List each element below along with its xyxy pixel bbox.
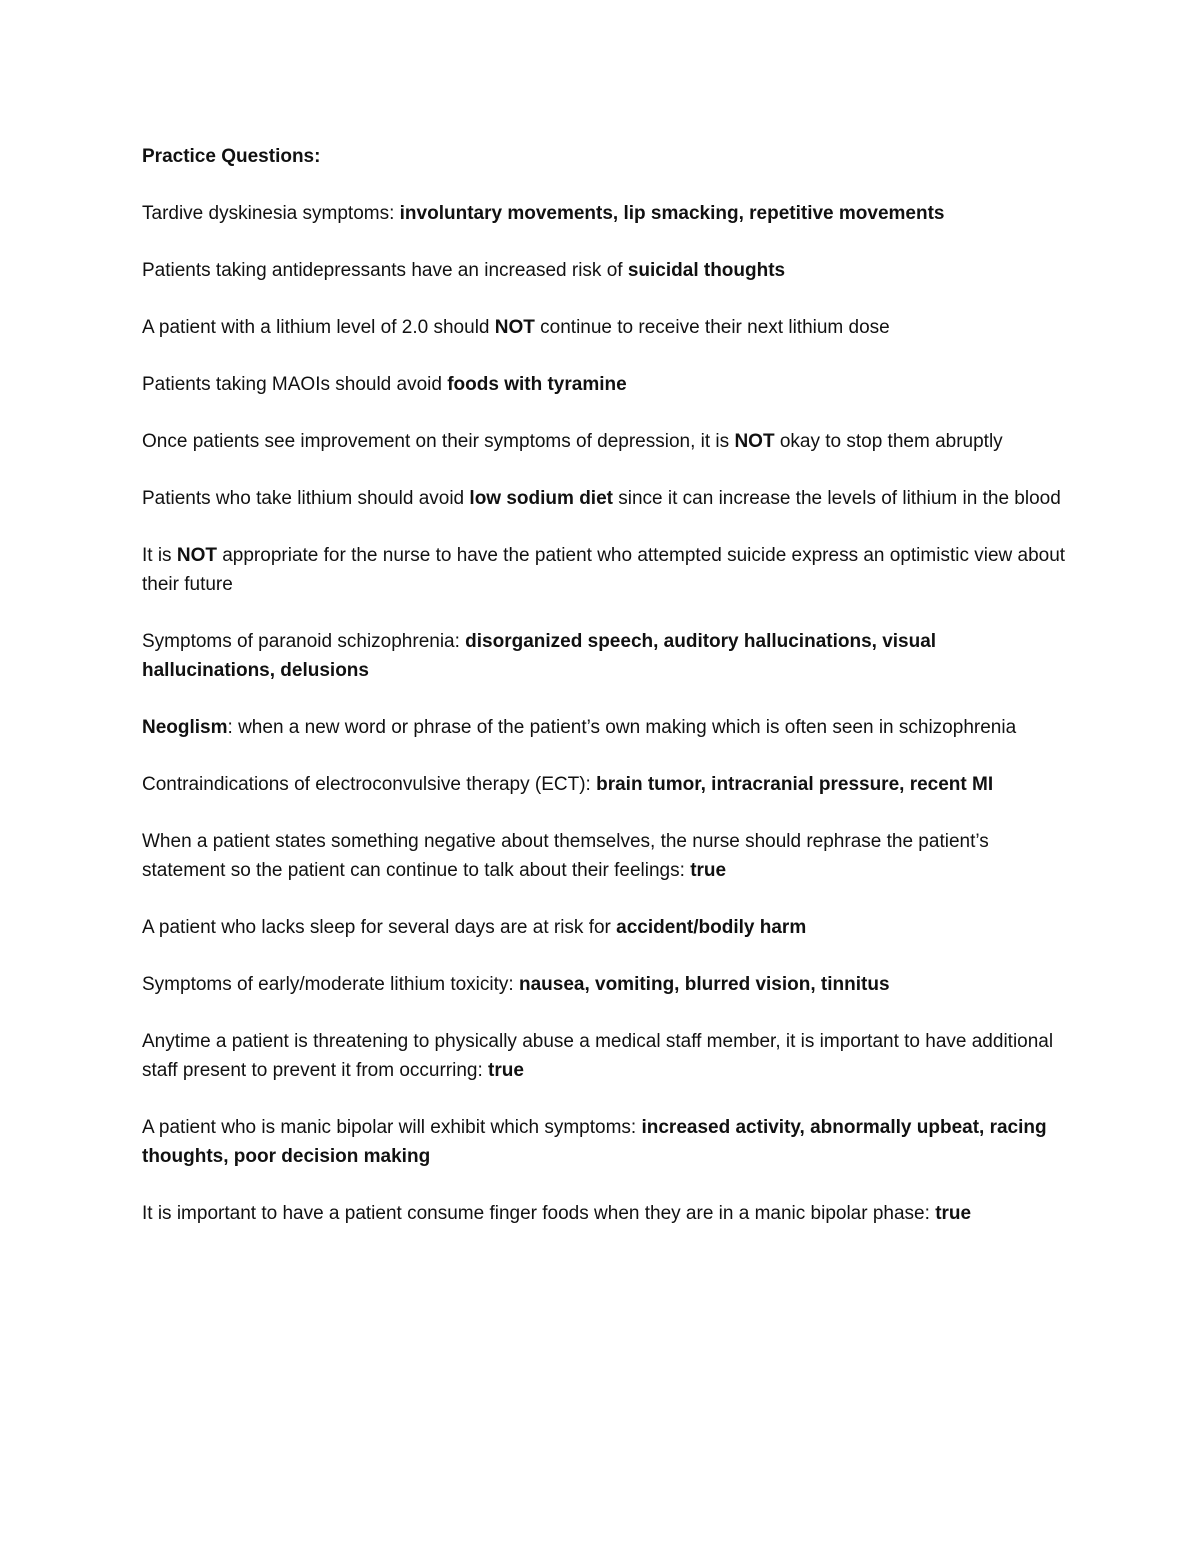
question-text: continue to receive their next lithium dose (534, 317, 890, 338)
answer-text: Neoglism (142, 717, 228, 738)
question-item (142, 1199, 1072, 1228)
answer-text: true (690, 860, 727, 881)
question-text: appropriate for the nurse to have the patient who attempted suicide express an optimistic view about their future (142, 545, 1066, 595)
question-text: : when a new word or phrase of the patient’s own making which is often seen in schizophrenia (227, 717, 1017, 738)
question-text: A patient who lacks sleep for several days are at risk for (142, 917, 617, 938)
question-item (142, 427, 1072, 456)
question-text: Patients taking antidepressants have an increased risk of (142, 260, 628, 281)
answer-text: disorganized speech, auditory hallucinations, visual hallucinations, delusions (142, 631, 937, 681)
question-text: A patient who is manic bipolar will exhibit which symptoms: (142, 1117, 642, 1138)
document-body (142, 142, 1072, 1256)
question-text: Patients who take lithium should avoid (142, 488, 470, 509)
answer-text: increased activity, abnormally upbeat, racing thoughts, poor decision making (142, 1117, 1047, 1167)
document-title: Practice Questions: (142, 146, 321, 167)
question-item (142, 1113, 1072, 1171)
question-text: It is (142, 545, 177, 566)
question-text: When a patient states something negative about themselves, the nurse should rephrase the patient’s statement so the patient can continue to talk about their feelings: (142, 831, 989, 881)
question-item (142, 256, 1072, 285)
answer-text: brain tumor, intracranial pressure, recent MI (596, 774, 994, 795)
answer-text: NOT (734, 431, 775, 452)
answer-text: nausea, vomiting, blurred vision, tinnitus (518, 974, 890, 995)
question-item (142, 913, 1072, 942)
answer-text: foods with tyramine (447, 374, 627, 395)
question-item (142, 713, 1072, 742)
answer-text: NOT (494, 317, 535, 338)
answer-text: NOT (176, 545, 217, 566)
answer-text: low sodium diet (469, 488, 613, 509)
question-text: It is important to have a patient consume finger foods when they are in a manic bipolar phase: (142, 1203, 936, 1224)
question-item (142, 627, 1072, 685)
question-text: Once patients see improvement on their symptoms of depression, it is (142, 431, 735, 452)
question-item (142, 770, 1072, 799)
question-text: Symptoms of early/moderate lithium toxicity: (142, 974, 519, 995)
question-item (142, 199, 1072, 228)
question-text: Patients taking MAOIs should avoid (142, 374, 448, 395)
question-text: Tardive dyskinesia symptoms: (142, 203, 400, 224)
question-item (142, 1027, 1072, 1085)
question-text: Symptoms of paranoid schizophrenia: (142, 631, 466, 652)
question-text: Anytime a patient is threatening to physically abuse a medical staff member, it is important to have additional staff present to prevent it from occurring: (142, 1031, 1054, 1081)
question-text: Contraindications of electroconvulsive therapy (ECT): (142, 774, 597, 795)
question-item (142, 970, 1072, 999)
question-text: okay to stop them abruptly (774, 431, 1003, 452)
question-text: A patient with a lithium level of 2.0 should (142, 317, 495, 338)
answer-text: involuntary movements, lip smacking, repetitive movements (399, 203, 945, 224)
answer-text: true (488, 1060, 524, 1081)
question-item (142, 370, 1072, 399)
answer-text: suicidal thoughts (627, 260, 786, 281)
question-list (142, 199, 1072, 1228)
answer-text: true (935, 1203, 972, 1224)
question-text: since it can increase the levels of lithium in the blood (612, 488, 1061, 509)
question-item (142, 541, 1072, 599)
question-item (142, 484, 1072, 513)
answer-text: accident/bodily harm (616, 917, 807, 938)
question-item (142, 827, 1072, 885)
question-item (142, 313, 1072, 342)
